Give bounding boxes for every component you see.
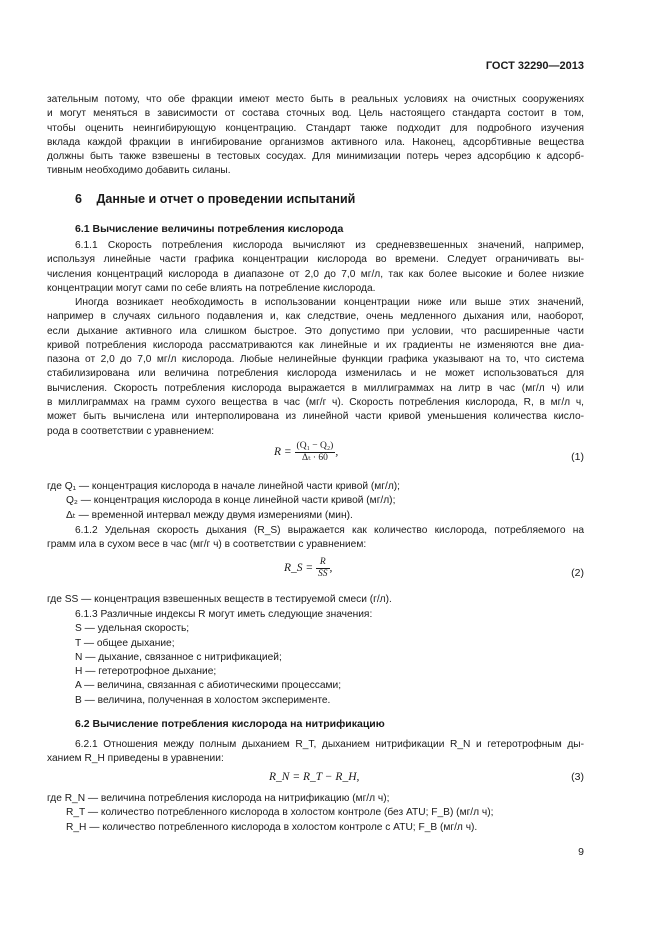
fraction-numerator: R [316,557,330,569]
text-line: вычисления. Скорость потребления кислорода выражается в миллиграммах на литр в час (мг/л ч) или [47,382,584,394]
where-line: где Q₁ — концентрация кислорода в начале линейной части кривой (мг/л); [47,481,400,492]
equation-number: (1) [571,451,584,463]
where-line-2: где SS — концентрация взвешенных веществ в тестируемой смеси (г/л). [47,594,392,605]
section-number: 6 [75,192,82,206]
text-line: 6.1.3 Различные индексы R могут иметь следующие значения: [75,609,373,620]
where-list-1 [47,480,584,523]
where-line: R_H — количество потребленного кислорода в холостом контроле с ATU; F_B (мг/л ч). [66,821,478,833]
text-line: 6.1.2 Удельная скорость дыхания (R_S) выражается как количество кислорода, потребляемого на [75,525,584,536]
equation-body [284,557,332,580]
where-line: где R_N — величина потребления кислорода на нитрификацию (мг/л ч); [47,793,390,804]
text-line: в миллиграммах на грамм сухого вещества в час (мг/г ч). Скорость потребления кислорода, R, в мг/л ч, [47,397,584,409]
document-code: ГОСТ 32290—2013 [485,60,584,72]
equation-lhs: R = [274,446,295,459]
equation-tail: , [329,562,333,575]
where-line: R_T — количество потребленного кислорода в холостом контроле (без ATU; F_B) (мг/л ч); [66,807,494,819]
paragraph-6-1-1 [47,239,584,296]
text-line: может быть вычислена или интерполирована из линейной части кривой уменьшения количества кисло- [47,411,584,423]
equation-fraction [295,441,339,464]
text-line: чтобы оценить неингибирующую концентрацию. Стандарт также подходит для подробного изучения [47,122,584,134]
equation-number: (2) [571,567,584,579]
fraction-denominator: SS [318,569,328,579]
equation-body [274,441,338,464]
section-6-heading [47,192,584,206]
fraction-denominator: Δₜ · 60 [302,453,328,463]
index-item: T — общее дыхание; [75,637,175,649]
text-line: концентрации могут сами по себе влиять на потребление кислорода. [47,282,376,294]
equation-number: (3) [571,771,584,783]
index-item: A — величина, связанная с абиотическими процессами; [75,680,342,692]
text-line: например в случаях сильного подавления и, как следствие, очень медленного дыхания или, наоборот, [47,311,584,323]
index-item: H — гетеротрофное дыхание; [75,666,217,678]
section-title: Данные и отчет о проведении испытаний [96,192,356,206]
text-line: зательным потому, что обе фракции имеют место быть в реальных условиях на очистных сооружениях [47,94,584,105]
equation-lhs: R_S = [284,562,317,575]
subsection-6-2-heading: 6.2 Вычисление потребления кислорода на нитрификацию [75,718,385,730]
page-number: 9 [578,846,584,858]
paragraph-6-1-1-cont [47,296,584,439]
equation-1 [47,441,584,471]
paragraph-6-2-1 [47,738,584,767]
text-line: Иногда возникает необходимость в использовании концентрации ниже или выше этих значений, [75,297,584,308]
text-line: ханием R_H приведены в уравнении: [47,753,224,765]
text-line: и могут меняться в зависимости от состава сточных вод. Цель настоящего стандарта состоит в том, [47,108,584,120]
subsection-6-1-heading: 6.1 Вычисление величины потребления кислорода [75,223,344,235]
text-line: числения концентраций кислорода в диапазоне от 2,0 до 7,0 мг/л, так как более высокие и более низкие [47,268,584,280]
where-line: Q₂ — концентрация кислорода в конце линейной части кривой (мг/л); [66,495,396,507]
equation-2 [47,557,584,587]
text-line: кривой потребления кислорода рассматриваются как линейные и их градиенты не изменяются вне диа- [47,339,584,351]
paragraph-6-1-2 [47,524,584,553]
equation-body: R_N = R_T − R_H, [269,771,360,783]
text-line: пазона от 2,0 до 7,0 мг/л кислорода. Любые нелинейные функции графика указывают на то, что система [47,354,584,366]
where-line: Δₜ — временной интервал между двумя измерениями (мин). [66,509,353,521]
paragraph-6-1-3 [47,608,584,708]
text-line: рода в соответствии с уравнением: [47,425,215,437]
text-line: 6.1.1 Скорость потребления кислорода вычисляют из средневзвешенных значений, например, [75,240,584,251]
text-line: должны быть также взвешены в тестовых сосудах. Для минимизации потерь через адсорбцию к адсорб- [47,151,584,163]
equation-tail: , [335,446,339,459]
text-line: грамм ила в сухом весе в час (мг/г ч) в соответствии с уравнением: [47,539,367,551]
equation-fraction [316,557,330,580]
text-line: если дыхание активного ила слишком быстрое. Это допустимо при условии, что расширенные части [47,325,584,337]
text-line: 6.2.1 Отношения между полным дыханием R_T, дыханием нитрификации R_N и гетеротрофным ды- [75,739,584,750]
index-item: B — величина, полученная в холостом эксперименте. [75,694,331,706]
text-line: вклада каждой фракции в ингибирование организмов активного ила. Наконец, адсорбтивные вещества [47,136,584,148]
fraction-numerator: (Q₁ − Q₂) [296,441,334,451]
text-line: тивным необходимо добавить силаны. [47,165,231,177]
text-line: используя линейные части графика концентрации кислорода во времени. Следует ограничивать вы- [47,254,584,266]
text-line: стабилизирована или величина потребления кислорода изменилась и не может использоваться для [47,368,584,380]
where-list-3 [47,792,584,835]
intro-paragraph [47,93,584,179]
index-item: N — дыхание, связанное с нитрификацией; [75,651,282,663]
index-item: S — удельная скорость; [75,623,190,635]
